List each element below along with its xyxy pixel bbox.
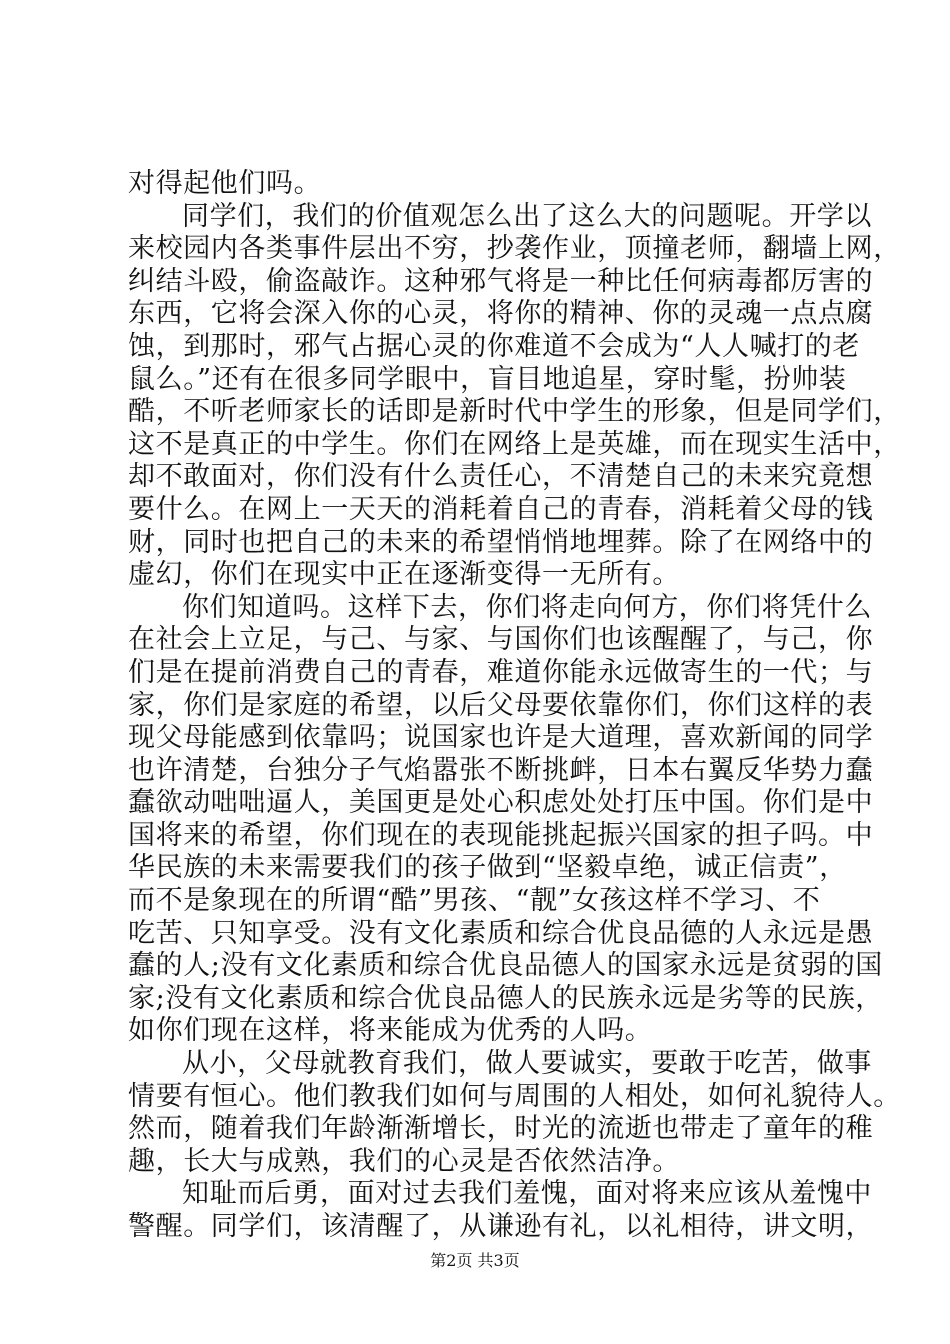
- page-number-label: 第2页 共3页: [430, 1251, 520, 1270]
- text-line: 吃苦、只知享受。没有文化素质和综合优良品德的人永远是愚: [128, 917, 874, 949]
- text-line: 在社会上立足，与己、与家、与国你们也该醒醒了，与己，你: [128, 624, 874, 656]
- text-line: 警醒。同学们，该清醒了，从谦逊有礼，以礼相待，讲文明，: [128, 1211, 874, 1242]
- text-line: 蠢的人;没有文化素质和综合优良品德人的国家永远是贫弱的国: [128, 950, 883, 982]
- text-line: 也许清楚，台独分子气焰嚣张不断挑衅，日本右翼反华势力蠢: [128, 754, 874, 786]
- text-line: 虚幻，你们在现实中正在逐渐变得一无所有。: [128, 559, 680, 591]
- page-footer: [0, 1251, 950, 1271]
- text-line: 知耻而后勇，面对过去我们羞愧，面对将来应该从羞愧中: [182, 1178, 872, 1210]
- text-line: 纠结斗殴，偷盗敲诈。这种邪气将是一种比任何病毒都厉害的: [128, 265, 874, 297]
- text-line: 蠢欲动咄咄逼人，美国更是处心积虑处处打压中国。你们是中: [128, 787, 874, 819]
- text-line: 酷，不听老师家长的话即是新时代中学生的形象，但是同学们，: [128, 396, 901, 428]
- text-line: 对得起他们吗。: [128, 168, 322, 199]
- text-line: 财，同时也把自己的未来的希望悄悄地埋葬。除了在网络中的: [128, 526, 874, 558]
- text-line: 蚀，到那时，邪气占据心灵的你难道不会成为“人人喊打的老: [128, 330, 861, 362]
- text-line: 现父母能感到依靠吗；说国家也许是大道理，喜欢新闻的同学: [128, 722, 874, 754]
- text-line: 家;没有文化素质和综合优良品德人的民族永远是劣等的民族，: [128, 982, 883, 1014]
- text-line: 趣，长大与成熟，我们的心灵是否依然洁净。: [128, 1145, 680, 1177]
- text-line: 要什么。在网上一天天的消耗着自己的青春，消耗着父母的钱: [128, 493, 874, 525]
- text-line: 而不是象现在的所谓“酷”男孩、“靓”女孩这样不学习、不: [128, 885, 821, 917]
- text-line: 如你们现在这样，将来能成为优秀的人吗。: [128, 1015, 653, 1047]
- text-line: 却不敢面对，你们没有什么责任心，不清楚自己的未来究竟想: [128, 461, 874, 493]
- text-line: 然而，随着我们年龄渐渐增长，时光的流逝也带走了童年的稚: [128, 1113, 874, 1145]
- text-line: 从小，父母就教育我们，做人要诚实，要敢于吃苦，做事: [182, 1048, 872, 1080]
- text-line: 同学们，我们的价值观怎么出了这么大的问题呢。开学以: [182, 200, 872, 232]
- text-line: 来校园内各类事件层出不穷，抄袭作业，顶撞老师，翻墙上网，: [128, 233, 901, 265]
- text-line: 家，你们是家庭的希望，以后父母要依靠你们，你们这样的表: [128, 689, 874, 721]
- text-line: 情要有恒心。他们教我们如何与周围的人相处，如何礼貌待人。: [128, 1080, 901, 1112]
- text-line: 这不是真正的中学生。你们在网络上是英雄，而在现实生活中，: [128, 428, 901, 460]
- text-line: 你们知道吗。这样下去，你们将走向何方，你们将凭什么: [182, 591, 872, 623]
- text-line: 鼠么。”还有在很多同学眼中，盲目地追星，穿时髦，扮帅装: [128, 363, 847, 395]
- text-line: 东西，它将会深入你的心灵，将你的精神、你的灵魂一点点腐: [128, 298, 874, 330]
- text-line: 国将来的希望，你们现在的表现能挑起振兴国家的担子吗。中: [128, 819, 874, 851]
- document-body: [128, 168, 901, 1244]
- text-line: 华民族的未来需要我们的孩子做到“坚毅卓绝，诚正信责”，: [128, 852, 847, 884]
- text-line: 们是在提前消费自己的青春，难道你能永远做寄生的一代；与: [128, 656, 874, 688]
